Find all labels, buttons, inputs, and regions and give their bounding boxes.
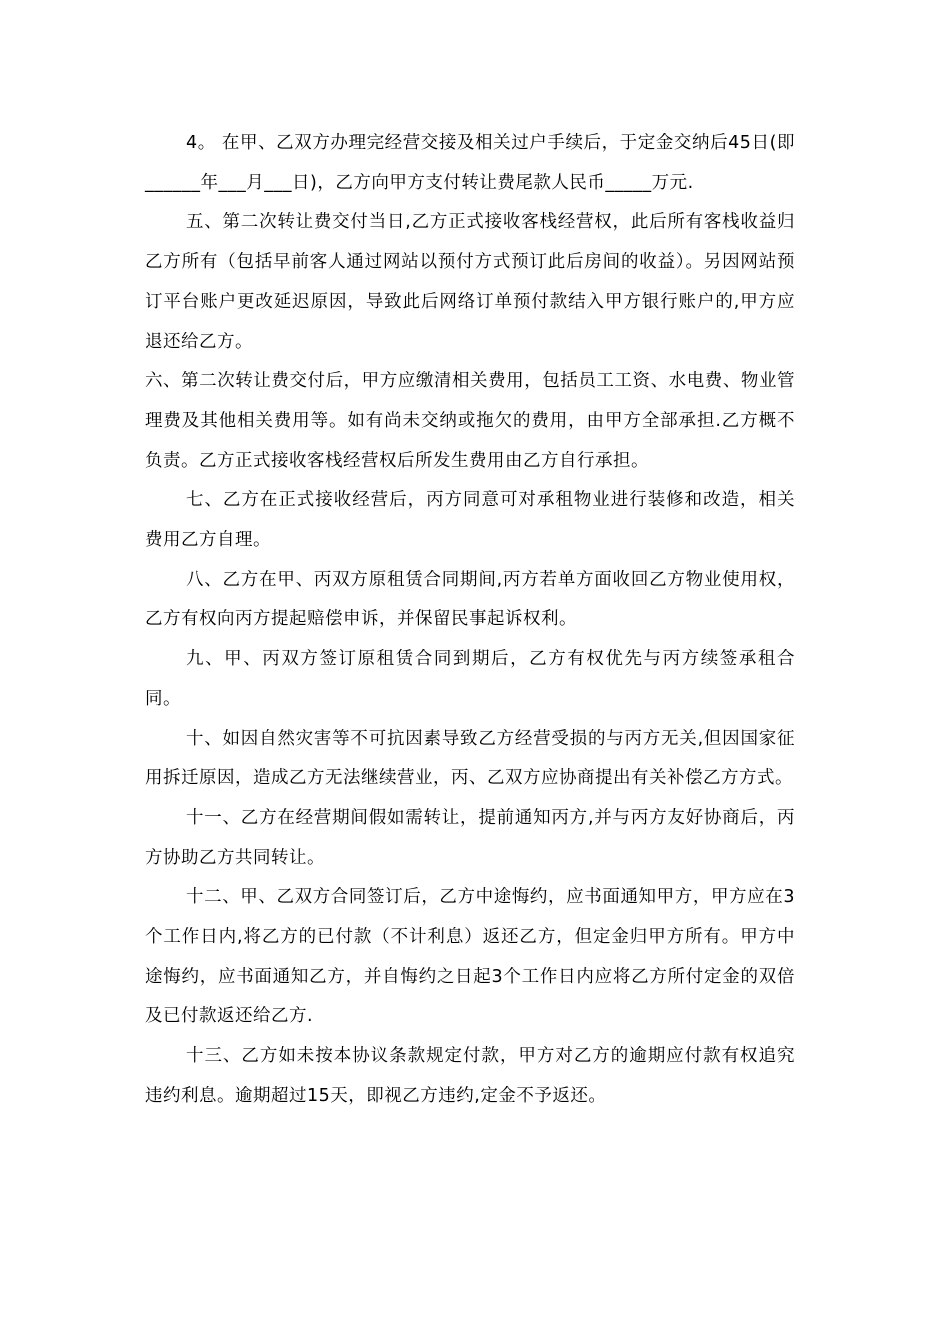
clause-11-transfer: 十一、乙方在经营期间假如需转让，提前通知丙方,并与丙方友好协商后，丙方协助乙方共同转让。 [145,807,795,868]
clause-8-compensation-claim: 八、乙方在甲、丙双方原租赁合同期间,丙方若单方面收回乙方物业使用权，乙方有权向丙方提起赔偿申诉，并保留民事起诉权利。 [145,569,795,630]
clause-13-late-payment: 十三、乙方如未按本协议条款规定付款，甲方对乙方的逾期应付款有权追究违约利息。逾期超过15天，即视乙方违约,定金不予返还。 [145,1046,795,1106]
clause-5-operation-handover: 五、第二次转让费交付当日,乙方正式接收客栈经营权，此后所有客栈收益归乙方所有（包括早前客人通过网站以预付方式预订此后房间的收益）。另因网站预订平台账户更改延迟原因，导致此后网络订单预付款结入甲方银行账户的,甲方应退还给乙方。 [145,212,795,352]
clause-12-breach-of-contract: 十二、甲、乙双方合同签订后，乙方中途悔约，应书面通知甲方，甲方应在3个工作日内,将乙方的已付款（不计利息）返还乙方，但定金归甲方所有。甲方中途悔约，应书面通知乙方，并自悔约之日起3个工作日内应将乙方所付定金的双倍及已付款返还给乙方. [145,887,795,1027]
clause-4-final-payment: 4。 在甲、乙双方办理完经营交接及相关过户手续后，于定金交纳后45日(即______年___月___日)，乙方向甲方支付转让费尾款人民币_____万元. [145,133,795,193]
clause-10-force-majeure: 十、如因自然灾害等不可抗因素导致乙方经营受损的与丙方无关,但因国家征用拆迁原因，造成乙方无法继续营业，丙、乙双方应协商提出有关补偿乙方方式。 [145,728,795,789]
clause-7-renovation: 七、乙方在正式接收经营后，丙方同意可对承租物业进行装修和改造，相关费用乙方自理。 [145,490,795,551]
clause-6-fee-settlement: 六、第二次转让费交付后，甲方应缴清相关费用，包括员工工资、水电费、物业管理费及其他相关费用等。如有尚未交纳或拖欠的费用，由甲方全部承担.乙方概不负责。乙方正式接收客栈经营权后所发生费用由乙方自行承担。 [145,371,795,471]
document-body [145,124,795,1117]
clause-9-lease-renewal: 九、甲、丙双方签订原租赁合同到期后，乙方有权优先与丙方续签承租合同。 [145,649,795,709]
